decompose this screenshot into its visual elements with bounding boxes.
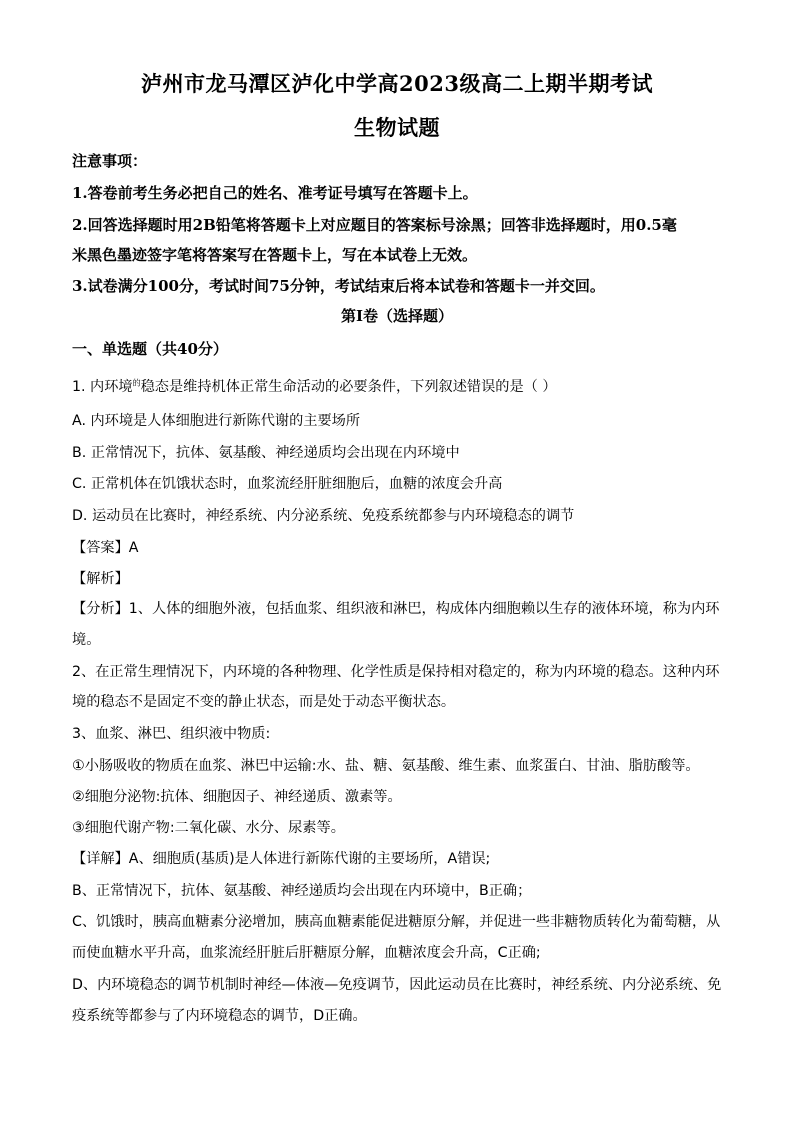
analysis-label: 【解析】 [72, 571, 129, 587]
option-d: D. 运动员在比赛时，神经系统、内分泌系统、免疫系统都参与内环境稳态的调节 [72, 508, 575, 524]
question-stem [72, 376, 732, 396]
analysis-line-5: 3、血浆、淋巴、组织液中物质: [72, 726, 271, 742]
notice-line-1: 1.答卷前考生务必把自己的姓名、准考证号填写在答题卡上。 [72, 184, 478, 202]
option-a: A. 内环境是人体细胞进行新陈代谢的主要场所 [72, 413, 361, 429]
detail-line-3: C、饥饿时，胰高血糖素分泌增加，胰高血糖素能促进糖原分解，并促进一些非糖物质转化为葡萄糖，从 [72, 914, 721, 930]
notice-heading: 注意事项： [72, 152, 148, 170]
notice-line-4: 3.试卷满分100分，考试时间75分钟，考试结束后将本试卷和答题卡一并交回。 [72, 277, 605, 295]
notice-line-2: 2.回答选择题时用2B铅笔将答题卡上对应题目的答案标号涂黑；回答非选择题时，用0.5毫 [72, 216, 677, 234]
volume-heading: 第I卷（选择题） [340, 307, 454, 325]
notice-line-3: 米黑色墨迹签字笔将答案写在答题卡上，写在本试卷上无效。 [72, 246, 478, 264]
section-heading: 一、单选题（共40分） [72, 340, 228, 358]
analysis-line-2: 境。 [72, 632, 101, 648]
analysis-line-3: 2、在正常生理情况下，内环境的各种物理、化学性质是保持相对稳定的，称为内环境的稳态。这种内环 [72, 664, 720, 680]
detail-line-5: D、内环境稳态的调节机制时神经—体液—免疫调节，因此运动员在比赛时，神经系统、内分泌系统、免 [72, 977, 722, 993]
exam-subtitle: 生物试题 [354, 115, 440, 140]
analysis-line-7: ②细胞分泌物:抗体、细胞因子、神经递质、激素等。 [72, 789, 402, 805]
question-stem-post: 稳态是维持机体正常生命活动的必要条件，下列叙述错误的是（ ） [140, 379, 557, 395]
detail-line-1: 【详解】A、细胞质(基质)是人体进行新陈代谢的主要场所，A错误; [72, 851, 491, 867]
question-stem-pre: 1. 内环境 [72, 379, 133, 395]
analysis-line-1: 【分析】1、人体的细胞外液，包括血浆、组织液和淋巴，构成体内细胞赖以生存的液体环境，称为内环 [72, 601, 720, 617]
analysis-line-4: 境的稳态不是固定不变的静止状态，而是处于动态平衡状态。 [72, 694, 456, 710]
analysis-line-6: ①小肠吸收的物质在血浆、淋巴中运输:水、盐、糖、氨基酸、维生素、血浆蛋白、甘油、脂肪酸等。 [72, 758, 700, 774]
answer-line: 【答案】A [72, 540, 139, 556]
analysis-line-8: ③细胞代谢产物:二氧化碳、水分、尿素等。 [72, 820, 345, 836]
exam-title: 泸州市龙马潭区泸化中学高2023级高二上期半期考试 [141, 71, 653, 96]
detail-line-6: 疫系统等都参与了内环境稳态的调节，D正确。 [72, 1008, 367, 1024]
option-c: C. 正常机体在饥饿状态时，血浆流经肝脏细胞后，血糖的浓度会升高 [72, 476, 503, 492]
detail-line-4: 而使血糖水平升高，血浆流经肝脏后肝糖原分解，血糖浓度会升高，C正确; [72, 945, 541, 961]
question-stem-sup: 的 [132, 378, 141, 388]
option-b: B. 正常情况下，抗体、氨基酸、神经递质均会出现在内环境中 [72, 445, 460, 461]
detail-line-2: B、正常情况下，抗体、氨基酸、神经递质均会出现在内环境中，B正确； [72, 883, 532, 899]
